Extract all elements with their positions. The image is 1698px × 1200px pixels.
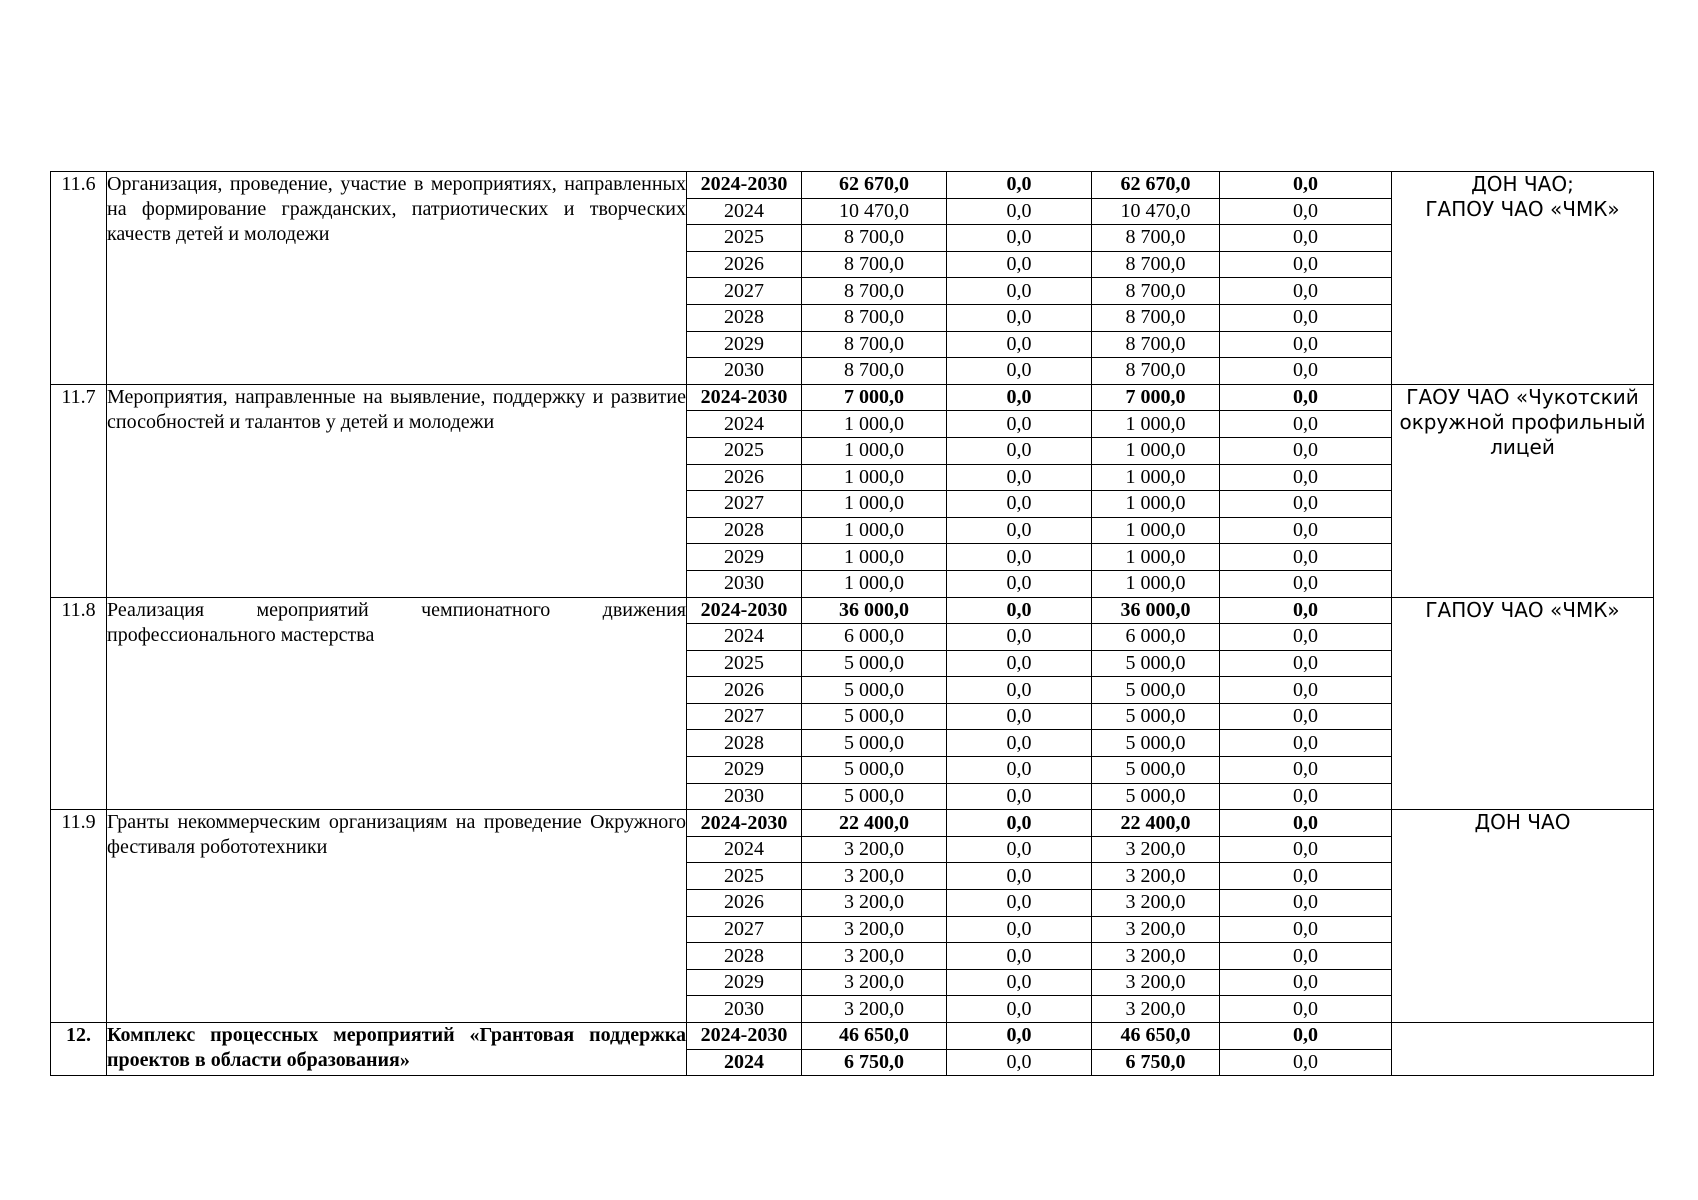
year-cell: 2028 — [687, 730, 802, 757]
total-cell: 5 000,0 — [802, 730, 947, 757]
table-body — [51, 172, 1654, 1076]
regional-cell: 8 700,0 — [1092, 331, 1220, 358]
regional-cell: 3 200,0 — [1092, 943, 1220, 970]
other-cell: 0,0 — [1220, 384, 1392, 411]
other-cell: 0,0 — [1220, 251, 1392, 278]
federal-cell: 0,0 — [947, 836, 1092, 863]
item-name-text: Мероприятия, направленные на выявление, поддержку и развитие способностей и талантов у детей и молодежи — [107, 385, 686, 433]
year-cell: 2026 — [687, 677, 802, 704]
year-cell: 2027 — [687, 916, 802, 943]
total-cell: 8 700,0 — [802, 358, 947, 385]
year-cell: 2025 — [687, 437, 802, 464]
item-name — [107, 597, 687, 810]
federal-cell: 0,0 — [947, 331, 1092, 358]
federal-cell: 0,0 — [947, 570, 1092, 597]
year-cell: 2024 — [687, 411, 802, 438]
year-cell: 2025 — [687, 863, 802, 890]
total-cell: 5 000,0 — [802, 650, 947, 677]
regional-cell: 3 200,0 — [1092, 916, 1220, 943]
year-cell: 2029 — [687, 331, 802, 358]
federal-cell: 0,0 — [947, 916, 1092, 943]
total-cell: 5 000,0 — [802, 677, 947, 704]
regional-cell: 3 200,0 — [1092, 969, 1220, 996]
other-cell: 0,0 — [1220, 198, 1392, 225]
total-cell: 3 200,0 — [802, 969, 947, 996]
federal-cell: 0,0 — [947, 757, 1092, 784]
other-cell: 0,0 — [1220, 916, 1392, 943]
federal-cell: 0,0 — [947, 969, 1092, 996]
year-cell: 2028 — [687, 517, 802, 544]
year-cell: 2027 — [687, 703, 802, 730]
federal-cell: 0,0 — [947, 544, 1092, 571]
federal-cell: 0,0 — [947, 517, 1092, 544]
total-cell: 3 200,0 — [802, 943, 947, 970]
other-cell: 0,0 — [1220, 890, 1392, 917]
regional-cell: 6 750,0 — [1092, 1049, 1220, 1076]
regional-cell: 5 000,0 — [1092, 783, 1220, 810]
total-cell: 1 000,0 — [802, 464, 947, 491]
other-cell: 0,0 — [1220, 278, 1392, 305]
item-number: 11.9 — [51, 810, 107, 1023]
other-cell: 0,0 — [1220, 836, 1392, 863]
other-cell: 0,0 — [1220, 411, 1392, 438]
federal-cell: 0,0 — [947, 304, 1092, 331]
other-cell: 0,0 — [1220, 1023, 1392, 1050]
other-cell: 0,0 — [1220, 650, 1392, 677]
year-cell: 2025 — [687, 225, 802, 252]
other-cell: 0,0 — [1220, 304, 1392, 331]
federal-cell: 0,0 — [947, 597, 1092, 624]
regional-cell: 7 000,0 — [1092, 384, 1220, 411]
section-total-row — [51, 384, 1654, 411]
federal-cell: 0,0 — [947, 863, 1092, 890]
total-cell: 1 000,0 — [802, 570, 947, 597]
regional-cell: 1 000,0 — [1092, 570, 1220, 597]
regional-cell: 5 000,0 — [1092, 703, 1220, 730]
year-cell: 2024 — [687, 836, 802, 863]
item-number: 11.6 — [51, 172, 107, 385]
year-cell: 2026 — [687, 890, 802, 917]
federal-cell: 0,0 — [947, 1049, 1092, 1076]
federal-cell: 0,0 — [947, 437, 1092, 464]
regional-cell: 1 000,0 — [1092, 517, 1220, 544]
other-cell: 0,0 — [1220, 996, 1392, 1023]
federal-cell: 0,0 — [947, 810, 1092, 837]
year-cell: 2030 — [687, 358, 802, 385]
other-cell: 0,0 — [1220, 358, 1392, 385]
regional-cell: 5 000,0 — [1092, 730, 1220, 757]
federal-cell: 0,0 — [947, 677, 1092, 704]
total-cell: 62 670,0 — [802, 172, 947, 199]
item-number: 11.8 — [51, 597, 107, 810]
federal-cell: 0,0 — [947, 491, 1092, 518]
total-cell: 3 200,0 — [802, 996, 947, 1023]
section-total-row — [51, 172, 1654, 199]
item-name — [107, 810, 687, 1023]
year-cell: 2026 — [687, 251, 802, 278]
total-cell: 6 750,0 — [802, 1049, 947, 1076]
regional-cell: 62 670,0 — [1092, 172, 1220, 199]
federal-cell: 0,0 — [947, 703, 1092, 730]
total-cell: 3 200,0 — [802, 890, 947, 917]
federal-cell: 0,0 — [947, 225, 1092, 252]
other-cell: 0,0 — [1220, 624, 1392, 651]
total-cell: 8 700,0 — [802, 225, 947, 252]
federal-cell: 0,0 — [947, 650, 1092, 677]
regional-cell: 3 200,0 — [1092, 996, 1220, 1023]
section-total-row — [51, 810, 1654, 837]
total-cell: 3 200,0 — [802, 916, 947, 943]
regional-cell: 1 000,0 — [1092, 544, 1220, 571]
regional-cell: 3 200,0 — [1092, 863, 1220, 890]
total-cell: 1 000,0 — [802, 517, 947, 544]
total-cell: 3 200,0 — [802, 863, 947, 890]
total-cell: 7 000,0 — [802, 384, 947, 411]
item-number: 11.7 — [51, 384, 107, 597]
federal-cell: 0,0 — [947, 172, 1092, 199]
other-cell: 0,0 — [1220, 597, 1392, 624]
regional-cell: 3 200,0 — [1092, 890, 1220, 917]
total-cell: 6 000,0 — [802, 624, 947, 651]
total-cell: 1 000,0 — [802, 437, 947, 464]
regional-cell: 5 000,0 — [1092, 757, 1220, 784]
other-cell: 0,0 — [1220, 703, 1392, 730]
total-cell: 3 200,0 — [802, 836, 947, 863]
item-name — [107, 172, 687, 385]
regional-cell: 6 000,0 — [1092, 624, 1220, 651]
federal-cell: 0,0 — [947, 278, 1092, 305]
total-cell: 8 700,0 — [802, 251, 947, 278]
year-cell: 2024-2030 — [687, 172, 802, 199]
other-cell: 0,0 — [1220, 517, 1392, 544]
federal-cell: 0,0 — [947, 890, 1092, 917]
year-cell: 2028 — [687, 304, 802, 331]
item-name — [107, 1023, 687, 1076]
year-cell: 2030 — [687, 570, 802, 597]
other-cell: 0,0 — [1220, 331, 1392, 358]
year-cell: 2030 — [687, 996, 802, 1023]
responsible-org — [1392, 1023, 1654, 1076]
federal-cell: 0,0 — [947, 783, 1092, 810]
regional-cell: 8 700,0 — [1092, 251, 1220, 278]
total-cell: 46 650,0 — [802, 1023, 947, 1050]
year-cell: 2028 — [687, 943, 802, 970]
year-cell: 2024-2030 — [687, 597, 802, 624]
other-cell: 0,0 — [1220, 943, 1392, 970]
federal-cell: 0,0 — [947, 464, 1092, 491]
federal-cell: 0,0 — [947, 411, 1092, 438]
total-cell: 36 000,0 — [802, 597, 947, 624]
other-cell: 0,0 — [1220, 810, 1392, 837]
total-cell: 22 400,0 — [802, 810, 947, 837]
regional-cell: 1 000,0 — [1092, 437, 1220, 464]
responsible-org: ДОН ЧАО — [1392, 810, 1654, 1023]
year-cell: 2024-2030 — [687, 1023, 802, 1050]
year-cell: 2024-2030 — [687, 810, 802, 837]
other-cell: 0,0 — [1220, 730, 1392, 757]
other-cell: 0,0 — [1220, 464, 1392, 491]
regional-cell: 8 700,0 — [1092, 358, 1220, 385]
other-cell: 0,0 — [1220, 491, 1392, 518]
regional-cell: 10 470,0 — [1092, 198, 1220, 225]
year-cell: 2029 — [687, 757, 802, 784]
federal-cell: 0,0 — [947, 251, 1092, 278]
total-cell: 5 000,0 — [802, 783, 947, 810]
year-cell: 2029 — [687, 969, 802, 996]
responsible-org: ГАОУ ЧАО «Чукотский окружной профильный лицей — [1392, 384, 1654, 597]
other-cell: 0,0 — [1220, 863, 1392, 890]
regional-cell: 1 000,0 — [1092, 464, 1220, 491]
regional-cell: 8 700,0 — [1092, 225, 1220, 252]
federal-cell: 0,0 — [947, 996, 1092, 1023]
other-cell: 0,0 — [1220, 172, 1392, 199]
total-cell: 10 470,0 — [802, 198, 947, 225]
total-cell: 1 000,0 — [802, 411, 947, 438]
responsible-org: ДОН ЧАО; ГАПОУ ЧАО «ЧМК» — [1392, 172, 1654, 385]
other-cell: 0,0 — [1220, 225, 1392, 252]
year-cell: 2027 — [687, 278, 802, 305]
item-name-text: Реализация мероприятий чемпионатного движения профессионального мастерства — [107, 598, 686, 646]
regional-cell: 1 000,0 — [1092, 491, 1220, 518]
year-cell: 2027 — [687, 491, 802, 518]
year-cell: 2029 — [687, 544, 802, 571]
item-name-text: Гранты некоммерческим организациям на проведение Окружного фестиваля робототехники — [107, 811, 686, 859]
federal-cell: 0,0 — [947, 1023, 1092, 1050]
section-total-row — [51, 597, 1654, 624]
regional-cell: 8 700,0 — [1092, 304, 1220, 331]
funding-table — [50, 171, 1654, 1076]
regional-cell: 5 000,0 — [1092, 650, 1220, 677]
other-cell: 0,0 — [1220, 677, 1392, 704]
federal-cell: 0,0 — [947, 358, 1092, 385]
total-cell: 1 000,0 — [802, 491, 947, 518]
regional-cell: 46 650,0 — [1092, 1023, 1220, 1050]
responsible-org: ГАПОУ ЧАО «ЧМК» — [1392, 597, 1654, 810]
item-number: 12. — [51, 1023, 107, 1076]
total-cell: 8 700,0 — [802, 331, 947, 358]
regional-cell: 8 700,0 — [1092, 278, 1220, 305]
item-name — [107, 384, 687, 597]
total-cell: 5 000,0 — [802, 757, 947, 784]
total-cell: 8 700,0 — [802, 278, 947, 305]
other-cell: 0,0 — [1220, 437, 1392, 464]
federal-cell: 0,0 — [947, 384, 1092, 411]
federal-cell: 0,0 — [947, 624, 1092, 651]
other-cell: 0,0 — [1220, 570, 1392, 597]
regional-cell: 3 200,0 — [1092, 836, 1220, 863]
year-cell: 2024-2030 — [687, 384, 802, 411]
item-name-text: Организация, проведение, участие в мероприятиях, направленных на формирование гражданских, патриотических и творческих качеств детей и молодежи — [107, 173, 686, 245]
item-name-text: Комплекс процессных мероприятий «Грантовая поддержка проектов в области образования» — [107, 1024, 686, 1071]
federal-cell: 0,0 — [947, 198, 1092, 225]
total-cell: 1 000,0 — [802, 544, 947, 571]
year-cell: 2030 — [687, 783, 802, 810]
other-cell: 0,0 — [1220, 1049, 1392, 1076]
year-cell: 2024 — [687, 198, 802, 225]
regional-cell: 1 000,0 — [1092, 411, 1220, 438]
total-cell: 5 000,0 — [802, 703, 947, 730]
other-cell: 0,0 — [1220, 783, 1392, 810]
year-cell: 2024 — [687, 1049, 802, 1076]
other-cell: 0,0 — [1220, 757, 1392, 784]
other-cell: 0,0 — [1220, 969, 1392, 996]
year-cell: 2026 — [687, 464, 802, 491]
section-total-row — [51, 1023, 1654, 1050]
year-cell: 2025 — [687, 650, 802, 677]
federal-cell: 0,0 — [947, 943, 1092, 970]
other-cell: 0,0 — [1220, 544, 1392, 571]
federal-cell: 0,0 — [947, 730, 1092, 757]
regional-cell: 22 400,0 — [1092, 810, 1220, 837]
regional-cell: 36 000,0 — [1092, 597, 1220, 624]
year-cell: 2024 — [687, 624, 802, 651]
total-cell: 8 700,0 — [802, 304, 947, 331]
regional-cell: 5 000,0 — [1092, 677, 1220, 704]
